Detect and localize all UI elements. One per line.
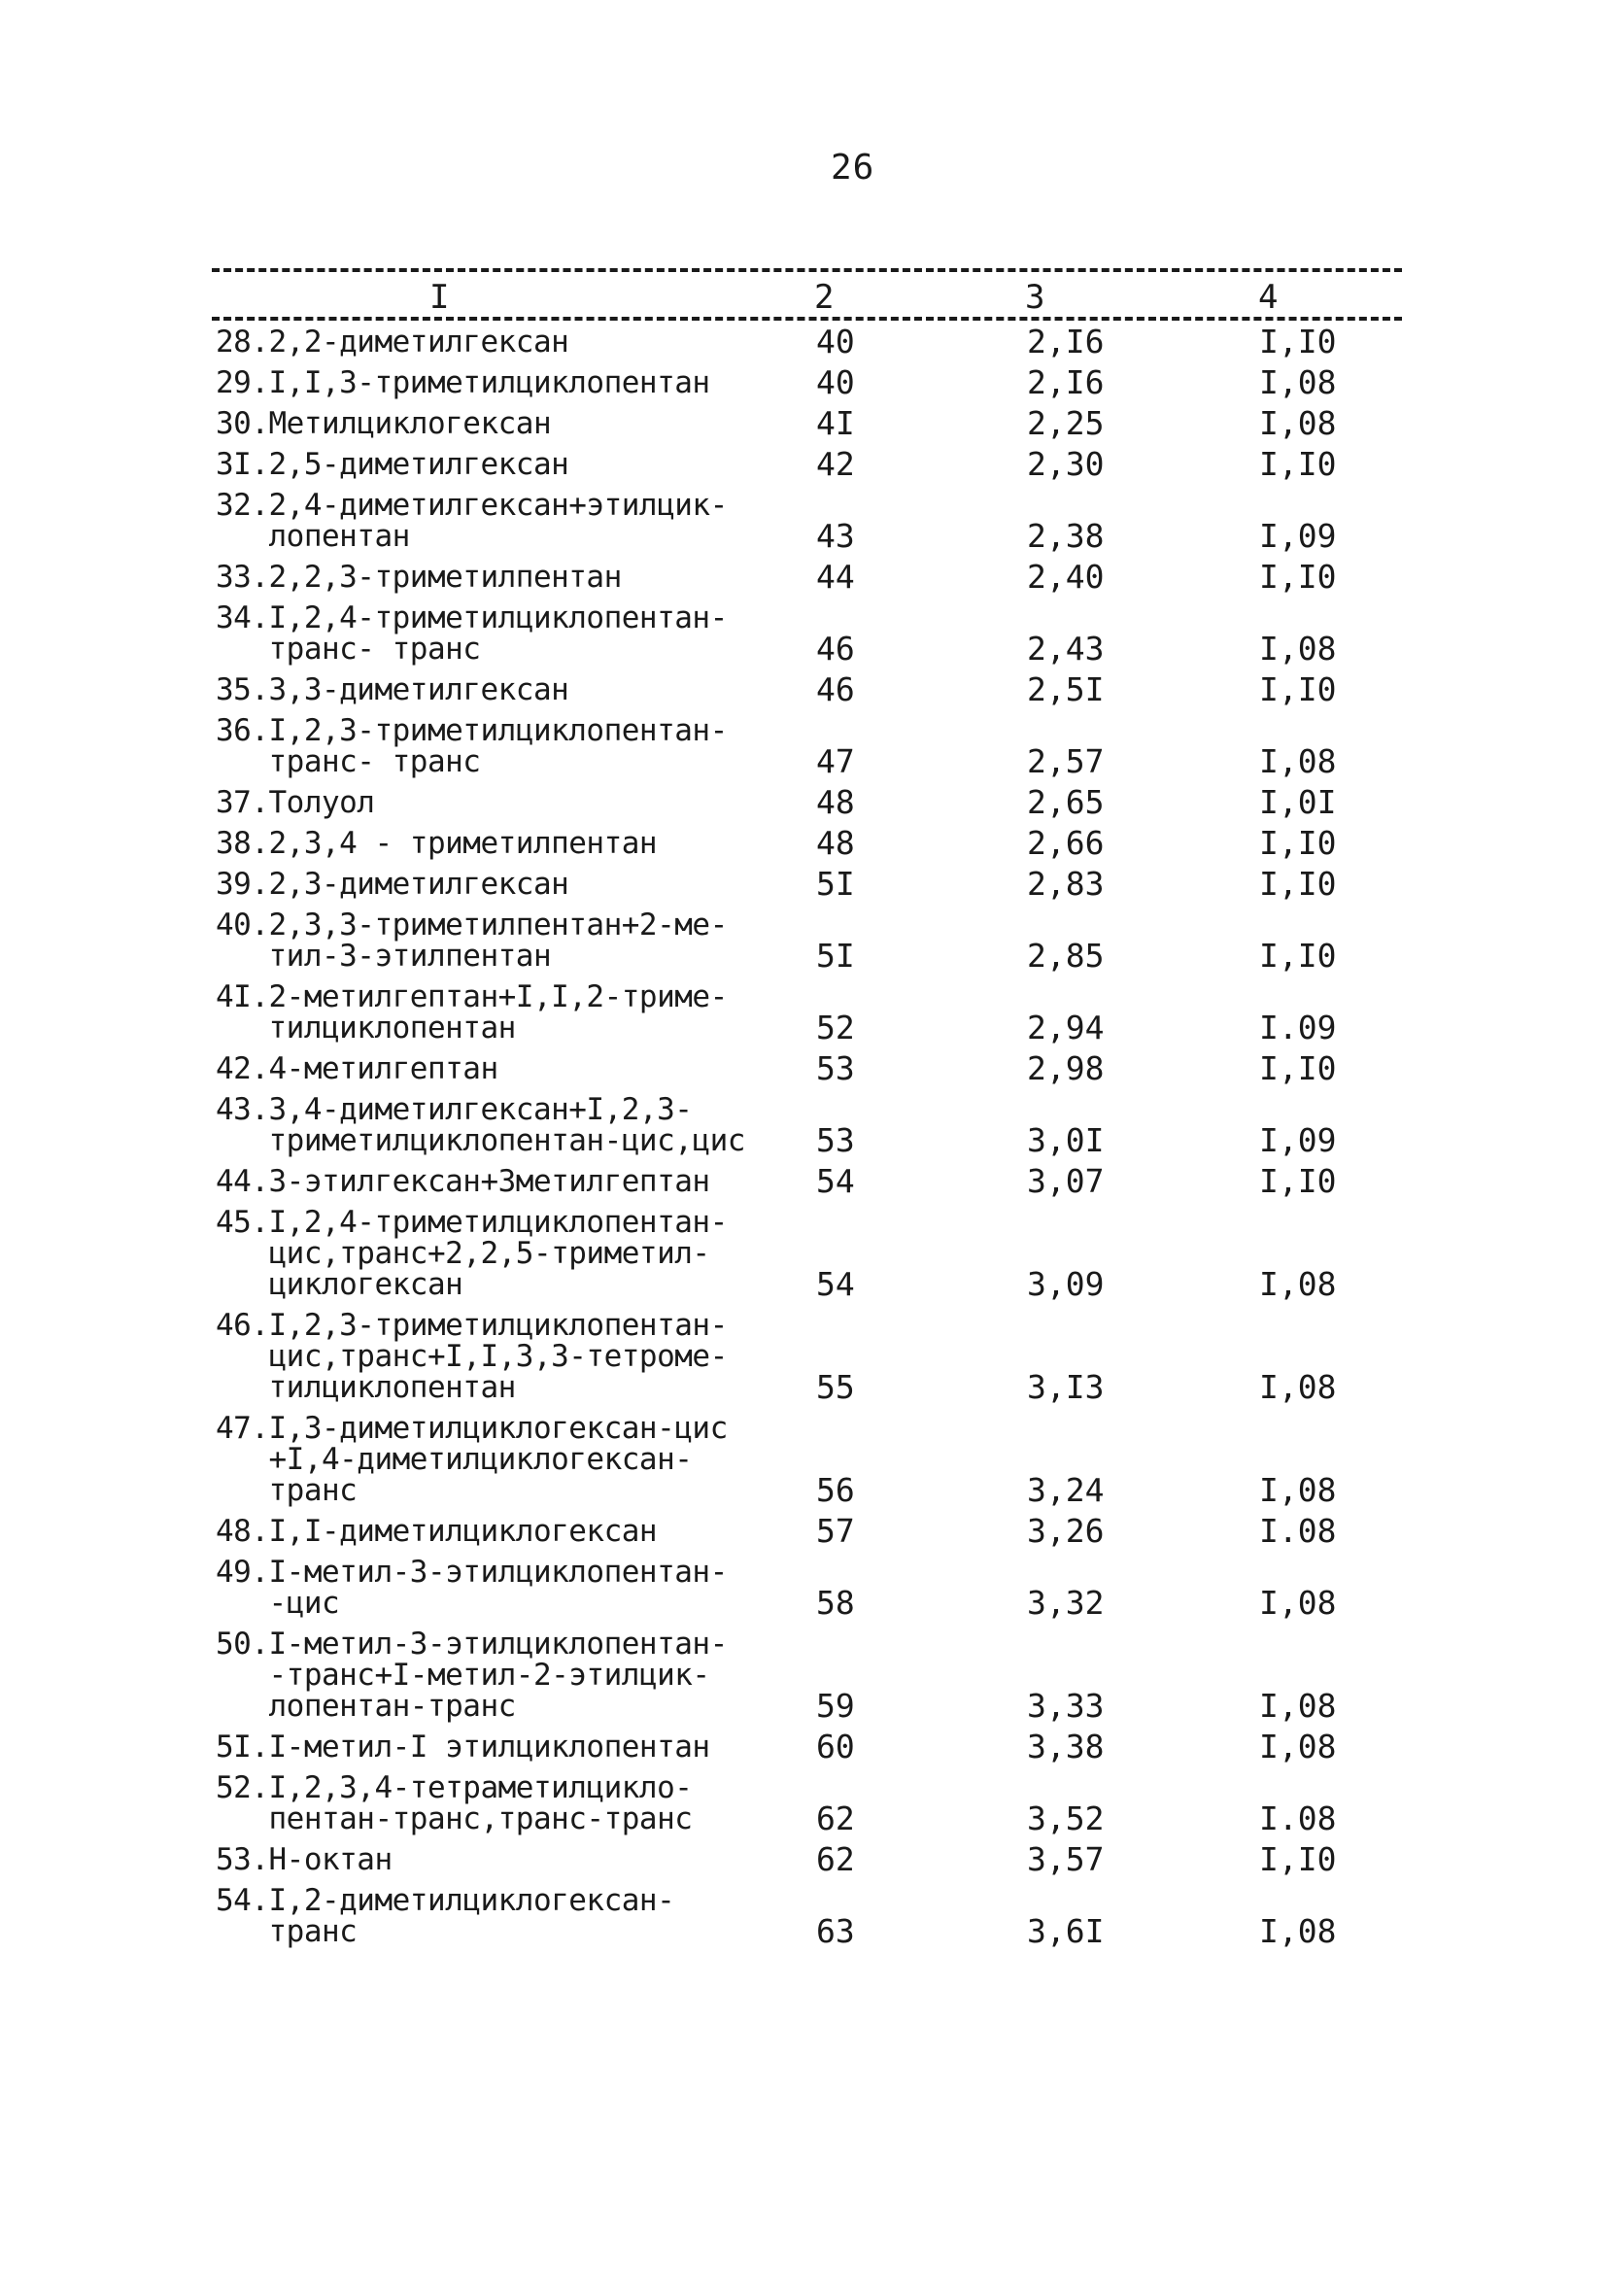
header-top-rule bbox=[212, 268, 1402, 272]
value-col-4: I,I0 bbox=[1259, 824, 1337, 862]
value-col-4: I.09 bbox=[1259, 1009, 1337, 1046]
value-col-4: I,I0 bbox=[1259, 1162, 1337, 1200]
value-col-4: I,09 bbox=[1259, 517, 1337, 555]
table-row bbox=[216, 1555, 1411, 1622]
table-row bbox=[216, 1770, 1411, 1837]
retention-index: 44 bbox=[816, 558, 855, 596]
retention-index: 48 bbox=[816, 783, 855, 821]
compound-name: 44.3-этилгексан+3метилгептан bbox=[216, 1164, 710, 1199]
value-col-4: I,I0 bbox=[1259, 937, 1337, 975]
retention-index: 57 bbox=[816, 1512, 855, 1550]
value-col-4: I,I0 bbox=[1259, 865, 1337, 903]
value-col-3: 2,66 bbox=[1027, 824, 1105, 862]
value-col-4: I,0I bbox=[1259, 783, 1337, 821]
retention-index: 40 bbox=[816, 363, 855, 401]
value-col-3: 3,38 bbox=[1027, 1728, 1105, 1765]
retention-index: 54 bbox=[816, 1162, 855, 1200]
retention-index: 47 bbox=[816, 742, 855, 780]
value-col-4: I,I0 bbox=[1259, 558, 1337, 596]
value-col-3: 2,85 bbox=[1027, 937, 1105, 975]
compound-name: 3I.2,5-диметилгексан bbox=[216, 447, 569, 482]
compound-name: 39.2,3-диметилгексан bbox=[216, 867, 569, 902]
compound-name: 45.I,2,4-триметилциклопентан- цис,транс+2,2,5-триметил- циклогексан bbox=[216, 1205, 728, 1302]
retention-index: 54 bbox=[816, 1265, 855, 1303]
data-table bbox=[216, 323, 1411, 1957]
table-row bbox=[216, 600, 1411, 668]
value-col-4: I,09 bbox=[1259, 1121, 1337, 1159]
value-col-3: 2,65 bbox=[1027, 783, 1105, 821]
value-col-3: 3,I3 bbox=[1027, 1368, 1105, 1406]
retention-index: 48 bbox=[816, 824, 855, 862]
value-col-3: 2,40 bbox=[1027, 558, 1105, 596]
compound-name: 50.I-метил-3-этилциклопентан- -транс+I-метил-2-этилцик- лопентан-транс bbox=[216, 1627, 728, 1724]
retention-index: 46 bbox=[816, 630, 855, 668]
retention-index: 55 bbox=[816, 1368, 855, 1406]
value-col-3: 2,57 bbox=[1027, 742, 1105, 780]
value-col-4: I,08 bbox=[1259, 1265, 1337, 1303]
compound-name: 48.I,I-диметилциклогексан bbox=[216, 1514, 658, 1549]
value-col-3: 2,I6 bbox=[1027, 363, 1105, 401]
compound-name: 4I.2-метилгептан+I,I,2-триме- тилциклопентан bbox=[216, 979, 728, 1045]
value-col-4: I,I0 bbox=[1259, 1840, 1337, 1878]
value-col-3: 3,26 bbox=[1027, 1512, 1105, 1550]
table-row bbox=[216, 1411, 1411, 1509]
value-col-3: 3,32 bbox=[1027, 1584, 1105, 1622]
value-col-3: 2,43 bbox=[1027, 630, 1105, 668]
compound-name: 30.Метилциклогексан bbox=[216, 406, 552, 441]
retention-index: 53 bbox=[816, 1121, 855, 1159]
value-col-4: I,I0 bbox=[1259, 670, 1337, 708]
header-col-1: I bbox=[429, 278, 450, 317]
table-row bbox=[216, 1308, 1411, 1406]
value-col-4: I,08 bbox=[1259, 1368, 1337, 1406]
value-col-4: I,08 bbox=[1259, 630, 1337, 668]
table-row bbox=[216, 908, 1411, 975]
header-col-3: 3 bbox=[1025, 278, 1045, 317]
table-row bbox=[216, 1049, 1411, 1087]
compound-name: 32.2,4-диметилгексан+этилцик- лопентан bbox=[216, 488, 728, 554]
table-row bbox=[216, 1162, 1411, 1200]
retention-index: 42 bbox=[816, 445, 855, 483]
value-col-4: I,08 bbox=[1259, 363, 1337, 401]
retention-index: 60 bbox=[816, 1728, 855, 1765]
retention-index: 5I bbox=[816, 865, 855, 903]
value-col-4: I,08 bbox=[1259, 1912, 1337, 1950]
compound-name: 49.I-метил-3-этилциклопентан- -цис bbox=[216, 1555, 728, 1621]
value-col-4: I,08 bbox=[1259, 404, 1337, 442]
value-col-4: I,08 bbox=[1259, 1471, 1337, 1509]
table-row bbox=[216, 1883, 1411, 1950]
retention-index: 58 bbox=[816, 1584, 855, 1622]
compound-name: 35.3,3-диметилгексан bbox=[216, 672, 569, 707]
value-col-3: 2,25 bbox=[1027, 404, 1105, 442]
retention-index: 53 bbox=[816, 1049, 855, 1087]
value-col-3: 2,98 bbox=[1027, 1049, 1105, 1087]
compound-name: 36.I,2,3-триметилциклопентан- транс- транс bbox=[216, 713, 728, 779]
compound-name: 5I.I-метил-I этилциклопентан bbox=[216, 1730, 710, 1765]
table-row bbox=[216, 1840, 1411, 1878]
value-col-3: 2,94 bbox=[1027, 1009, 1105, 1046]
retention-index: 40 bbox=[816, 323, 855, 360]
compound-name: 42.4-метилгептан bbox=[216, 1051, 498, 1086]
value-col-3: 3,52 bbox=[1027, 1799, 1105, 1837]
compound-name: 29.I,I,3-триметилциклопентан bbox=[216, 365, 710, 400]
table-row bbox=[216, 558, 1411, 596]
value-col-3: 3,6I bbox=[1027, 1912, 1105, 1950]
value-col-4: I,I0 bbox=[1259, 323, 1337, 360]
table-row bbox=[216, 981, 1411, 1044]
retention-index: 43 bbox=[816, 517, 855, 555]
compound-name: 34.I,2,4-триметилциклопентан- транс- транс bbox=[216, 600, 728, 667]
retention-index: 4I bbox=[816, 404, 855, 442]
value-col-3: 3,09 bbox=[1027, 1265, 1105, 1303]
retention-index: 63 bbox=[816, 1912, 855, 1950]
retention-index: 5I bbox=[816, 937, 855, 975]
value-col-4: I,I0 bbox=[1259, 445, 1337, 483]
table-row bbox=[216, 323, 1411, 360]
value-col-3: 2,83 bbox=[1027, 865, 1105, 903]
value-col-4: I,08 bbox=[1259, 1687, 1337, 1725]
value-col-3: 3,24 bbox=[1027, 1471, 1105, 1509]
compound-name: 40.2,3,3-триметилпентан+2-ме- тил-3-этилпентан bbox=[216, 908, 728, 974]
compound-name: 47.I,3-диметилциклогексан-цис +I,4-диметилциклогексан- транс bbox=[216, 1411, 728, 1508]
value-col-4: I.08 bbox=[1259, 1512, 1337, 1550]
compound-name: 52.I,2,3,4-тетраметилцикло- пентан-транс,транс-транс bbox=[216, 1770, 693, 1836]
value-col-4: I.08 bbox=[1259, 1799, 1337, 1837]
compound-name: 53.Н-октан bbox=[216, 1842, 393, 1877]
retention-index: 56 bbox=[816, 1471, 855, 1509]
value-col-3: 2,5I bbox=[1027, 670, 1105, 708]
value-col-3: 2,I6 bbox=[1027, 323, 1105, 360]
header-bottom-rule bbox=[212, 317, 1402, 321]
header-col-2: 2 bbox=[814, 278, 835, 317]
retention-index: 59 bbox=[816, 1687, 855, 1725]
value-col-3: 2,38 bbox=[1027, 517, 1105, 555]
retention-index: 46 bbox=[816, 670, 855, 708]
compound-name: 43.3,4-диметилгексан+I,2,3- триметилциклопентан-цис,цис bbox=[216, 1092, 745, 1158]
table-row bbox=[216, 865, 1411, 903]
value-col-4: I,08 bbox=[1259, 1584, 1337, 1622]
table-row bbox=[216, 1728, 1411, 1765]
table-row bbox=[216, 670, 1411, 708]
value-col-3: 3,57 bbox=[1027, 1840, 1105, 1878]
value-col-4: I,08 bbox=[1259, 1728, 1337, 1765]
page-number: 26 bbox=[831, 148, 875, 188]
compound-name: 38.2,3,4 - триметилпентан bbox=[216, 826, 658, 861]
value-col-4: I,08 bbox=[1259, 742, 1337, 780]
value-col-3: 2,30 bbox=[1027, 445, 1105, 483]
retention-index: 62 bbox=[816, 1840, 855, 1878]
table-row bbox=[216, 1627, 1411, 1725]
table-header bbox=[0, 278, 1606, 317]
table-row bbox=[216, 445, 1411, 483]
compound-name: 54.I,2-диметилциклогексан- транс bbox=[216, 1883, 675, 1949]
header-col-4: 4 bbox=[1258, 278, 1279, 317]
value-col-4: I,I0 bbox=[1259, 1049, 1337, 1087]
compound-name: 46.I,2,3-триметилциклопентан- цис,транс+I,I,3,3-тетроме- тилциклопентан bbox=[216, 1308, 728, 1405]
table-row bbox=[216, 488, 1411, 555]
table-row bbox=[216, 824, 1411, 862]
value-col-3: 3,33 bbox=[1027, 1687, 1105, 1725]
compound-name: 33.2,2,3-триметилпентан bbox=[216, 560, 622, 595]
retention-index: 52 bbox=[816, 1009, 855, 1046]
table-row bbox=[216, 363, 1411, 401]
value-col-3: 3,07 bbox=[1027, 1162, 1105, 1200]
retention-index: 62 bbox=[816, 1799, 855, 1837]
table-row bbox=[216, 1512, 1411, 1550]
compound-name: 28.2,2-диметилгексан bbox=[216, 325, 569, 360]
compound-name: 37.Толуол bbox=[216, 785, 375, 820]
table-row bbox=[216, 783, 1411, 821]
value-col-3: 3,0I bbox=[1027, 1121, 1105, 1159]
table-row bbox=[216, 1092, 1411, 1159]
table-row bbox=[216, 1205, 1411, 1303]
table-row bbox=[216, 713, 1411, 780]
table-row bbox=[216, 404, 1411, 442]
